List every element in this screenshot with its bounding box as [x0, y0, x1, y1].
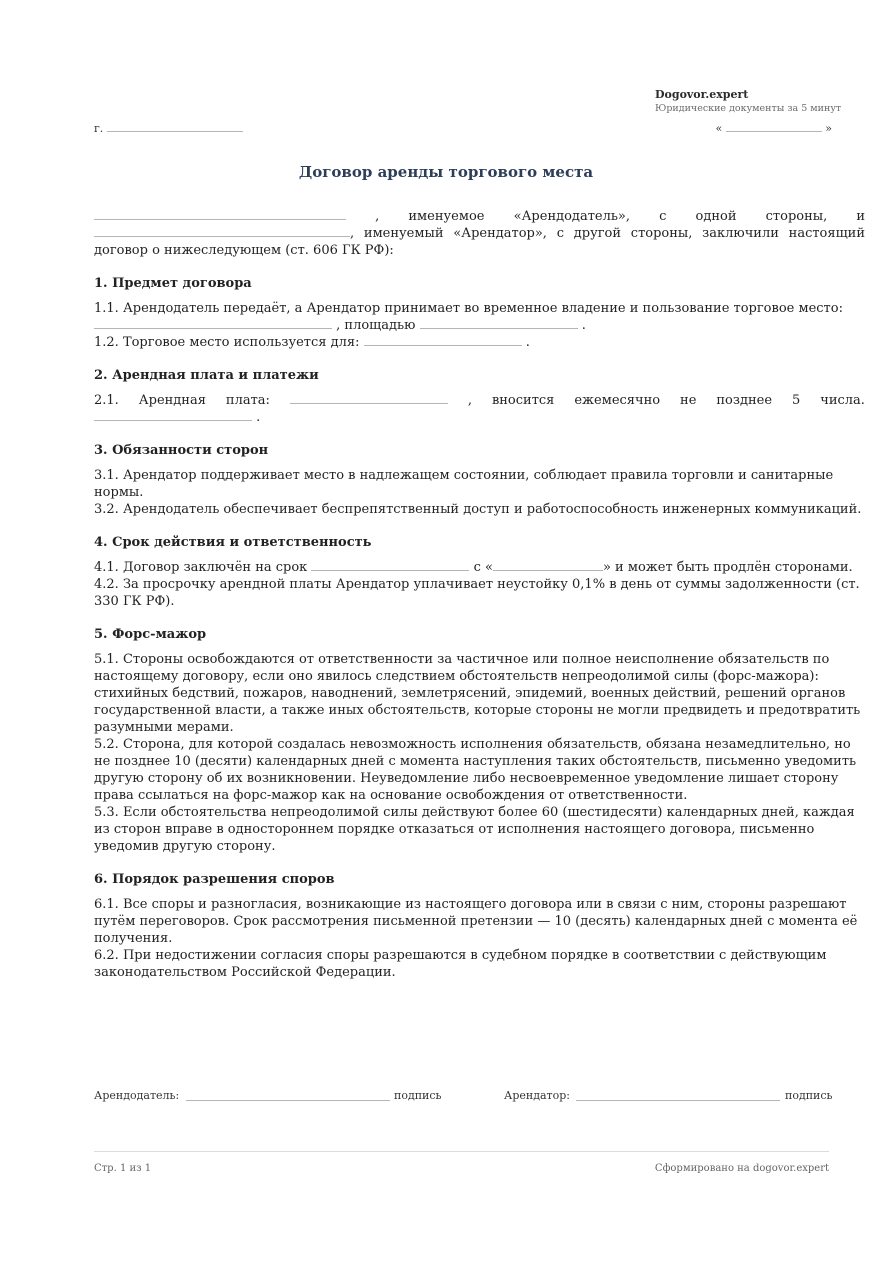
clause-6-2: 6.2. При недостижении согласия споры разрешаются в судебном порядке в соответствии с действующим законодательством Российской Федерации.: [94, 948, 827, 980]
clause-3-1: 3.1. Арендатор поддерживает место в надлежащем состоянии, соблюдает правила торговли и санитарные нормы.: [94, 468, 834, 500]
intro-word: именуемое: [408, 209, 485, 224]
clause-3-2: 3.2. Арендодатель обеспечивает беспрепятственный доступ и работоспособность инженерных коммуникаций.: [94, 502, 862, 517]
clause-4-1-text: 4.1. Договор заключён на срок: [94, 560, 308, 575]
clause-word: вносится: [491, 393, 555, 408]
clause-word: Арендная: [138, 393, 206, 408]
clause-word: 5: [791, 393, 801, 408]
clause-word: не: [680, 393, 697, 408]
term-blank: [311, 559, 469, 571]
clause-4-1-end: » и может быть продлён сторонами.: [602, 560, 853, 575]
clause-word: числа.: [820, 393, 865, 408]
lessor-signature-label: Арендодатель:: [94, 1089, 180, 1102]
intro-word: одной: [695, 209, 737, 224]
clause-5-1: 5.1. Стороны освобождаются от ответственности за частичное или полное неисполнение обязательств по настоящему договору, если оно явилось следствием обстоятельств непреодолимой силы (форс-мажора): стихийных бедствий, пожаров, наводнений, землетрясений, эпидемий, военных действий, решений органов государственной власти, а также иных обстоятельств, которые стороны не могли предвидеть и предотвратить разумными мерами.: [94, 652, 861, 735]
clause-4-1: [94, 559, 865, 576]
intro-line-2: [94, 225, 865, 242]
clause-4-1-from: с «: [473, 560, 493, 575]
lessor-signature-blank: [186, 1089, 390, 1101]
intro-line-1: [94, 208, 865, 225]
brand-name: Dogovor.expert: [655, 88, 749, 101]
clause-2-1-line-2: [94, 409, 865, 426]
period: .: [581, 318, 586, 333]
clause-2-1-line-1: [94, 392, 865, 409]
section-3-heading: 3. Обязанности сторон: [94, 443, 269, 458]
place-blank: [94, 317, 332, 329]
clause-5-2: 5.2. Сторона, для которой создалась невозможность исполнения обязательств, обязана незамедлительно, но не позднее 10 (десяти) календарных дней с момента наступления таких обстоятельств, письменно уведомить другую сторону об их возникновении. Неуведомление либо несвоевременное уведомление лишает сторону права ссылаться на форс-мажор как на основание освобождения от ответственности.: [94, 737, 857, 803]
rent-amount-blank: [290, 392, 448, 404]
page-number: Стр. 1 из 1: [94, 1163, 152, 1174]
brand-block: [655, 88, 841, 114]
area-blank: [420, 317, 578, 329]
intro-line-3: договор о нижеследующем (ст. 606 ГК РФ):: [94, 243, 394, 258]
purpose-blank: [364, 334, 522, 346]
lessee-signature-label: Арендатор:: [504, 1089, 570, 1102]
intro-word: «Арендодатель»,: [513, 209, 630, 224]
clause-1-1-fill: [94, 317, 865, 334]
date-blank: [726, 120, 822, 132]
date-field: [716, 120, 832, 135]
clause-word: ,: [467, 393, 472, 408]
lessor-name-blank: [94, 208, 346, 220]
generated-note: Сформировано на dogovor.expert: [654, 1163, 829, 1174]
clause-1-1-text: 1.1. Арендодатель передаёт, а Арендатор принимает во временное владение и пользование торговое место:: [94, 301, 843, 316]
contract-body: [94, 208, 865, 981]
clause-1-2: [94, 334, 865, 351]
document-title: Договор аренды торгового места: [298, 163, 594, 181]
clause-word: 2.1.: [94, 393, 119, 408]
intro-text: , именуемый «Арендатор», с другой стороны, заключили настоящий: [350, 226, 865, 241]
lessee-signature-blank: [576, 1089, 780, 1101]
period: .: [256, 410, 261, 425]
city-field: [94, 120, 243, 135]
section-2-heading: 2. Арендная плата и платежи: [94, 368, 319, 383]
section-6-heading: 6. Порядок разрешения споров: [94, 872, 335, 887]
city-prefix: г.: [94, 122, 104, 135]
clause-5-3: 5.3. Если обстоятельства непреодолимой силы действуют более 60 (шестидесяти) календарных дней, каждая из сторон вправе в одностороннем порядке отказаться от исполнения настоящего договора, письменно уведомив другую сторону.: [94, 805, 855, 854]
area-label: , площадью: [336, 318, 416, 333]
start-date-blank: [493, 559, 603, 571]
intro-word: с: [659, 209, 667, 224]
section-5-heading: 5. Форс-мажор: [94, 627, 207, 642]
clause-word: ежемесячно: [574, 393, 661, 408]
intro-paragraph: [94, 208, 865, 259]
lessee-name-blank: [94, 225, 350, 237]
lessee-sign-word: подпись: [785, 1089, 833, 1102]
date-close-quote: »: [825, 122, 832, 135]
city-blank: [107, 120, 243, 132]
lessor-sign-word: подпись: [394, 1089, 442, 1102]
clause-6-1: 6.1. Все споры и разногласия, возникающие из настоящего договора или в связи с ним, стороны разрешают путём переговоров. Срок рассмотрения письменной претензии — 10 (десять) календарных дней с момента её получения.: [94, 897, 858, 946]
footer-divider: [94, 1151, 829, 1152]
period: .: [525, 335, 530, 350]
intro-word: и: [856, 209, 866, 224]
section-4-heading: 4. Срок действия и ответственность: [94, 535, 372, 550]
brand-tagline: Юридические документы за 5 минут: [655, 103, 842, 114]
clause-word: позднее: [716, 393, 773, 408]
clause-word: плата:: [225, 393, 270, 408]
section-1-heading: 1. Предмет договора: [94, 276, 252, 291]
clause-1-2-text: 1.2. Торговое место используется для:: [94, 335, 360, 350]
clause-4-2: 4.2. За просрочку арендной платы Арендатор уплачивает неустойку 0,1% в день от суммы задолженности (ст. 330 ГК РФ).: [94, 577, 860, 609]
payment-blank: [94, 409, 252, 421]
date-open-quote: «: [715, 122, 723, 135]
intro-word: ,: [375, 209, 380, 224]
intro-word: стороны,: [765, 209, 828, 224]
